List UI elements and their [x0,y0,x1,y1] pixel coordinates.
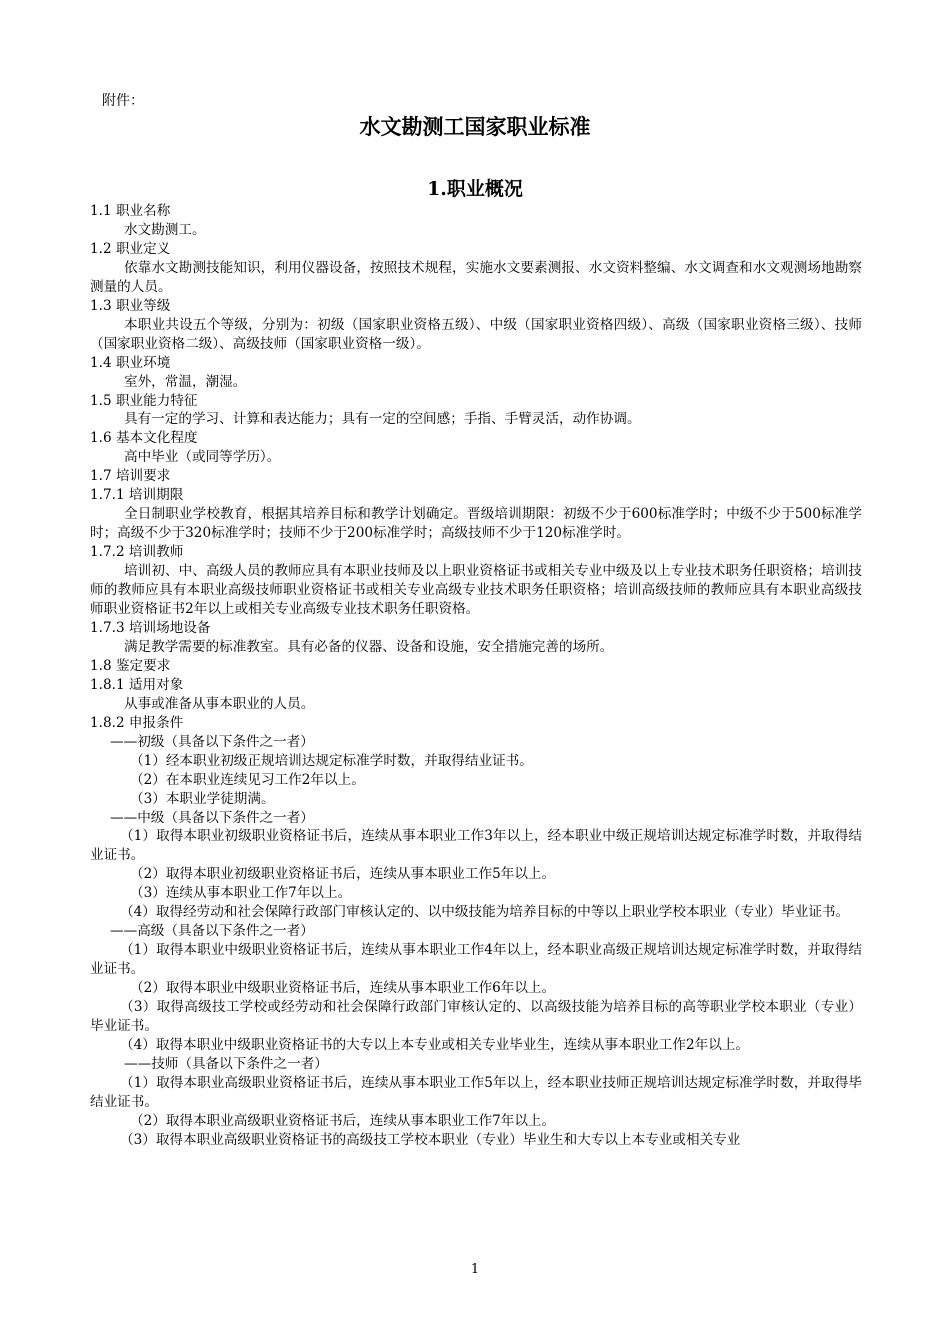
paragraph: （2）取得本职业高级职业资格证书后，连续从事本职业工作7年以上。 [130,1112,556,1129]
section-heading: 1.5 职业能力特征 [90,392,198,409]
paragraph: （1）取得本职业中级职业资格证书后，连续从事本职业工作4年以上，经本职业高级正规培训达规定标准学时数，并取得结业证书。 [90,942,862,978]
paragraph: 满足教学需要的标准教室。具有必备的仪器、设备和设施，安全措施完善的场所。 [124,638,614,655]
paragraph: 培训初、中、高级人员的教师应具有本职业技师及以上职业资格证书或相关专业中级及以上专业技术职务任职资格；培训技师的教师应具有本职业高级技师职业资格证书或相关专业高级专业技术职务任职资格；培训高级技师的教师应具有本职业高级技师职业资格证书2年以上或相关专业高级专业技术职务任职资格。 [90,563,862,618]
paragraph: 高中毕业（或同等学历）。 [124,449,281,466]
section-heading: 1.7 培训要求 [90,468,171,485]
section-heading: 1.8 鉴定要求 [90,657,171,674]
paragraph: （2）取得本职业初级职业资格证书后，连续从事本职业工作5年以上。 [130,866,556,883]
section-heading: 1.8.2 申报条件 [90,714,184,731]
paragraph: ——中级（具备以下条件之一者） [110,809,314,826]
paragraph: 室外，常温，潮湿。 [124,373,247,390]
paragraph: （3）取得高级技工学校或经劳动和社会保障行政部门审核认定的、以高级技能为培养目标的高等职业学校本职业（专业）毕业证书。 [90,999,862,1034]
section-heading: 1.2 职业定义 [90,240,171,257]
paragraph: （1）取得本职业初级职业资格证书后，连续从事本职业工作3年以上，经本职业中级正规培训达规定标准学时数，并取得结业证书。 [90,828,862,864]
paragraph: 依靠水文勘测技能知识，利用仪器设备，按照技术规程，实施水文要素测报、水文资料整编、水文调查和水文观测场地勘察测量的人员。 [90,259,862,295]
paragraph: （3）连续从事本职业工作7年以上。 [130,885,352,902]
paragraph: 水文勘测工。 [124,221,206,238]
paragraph: ——高级（具备以下条件之一者） [110,923,314,940]
section-heading: 1.4 职业环境 [90,354,171,371]
paragraph: （1）取得本职业高级职业资格证书后，连续从事本职业工作5年以上，经本职业技师正规培训达规定标准学时数，并取得毕结业证书。 [90,1074,862,1110]
section-heading: 1.7.3 培训场地设备 [90,619,211,636]
document-body [90,202,862,1150]
section-heading: 1.1 职业名称 [90,203,171,219]
section-heading: 1.6 基本文化程度 [90,430,198,447]
paragraph: （2）在本职业连续见习工作2年以上。 [130,771,365,788]
section-heading: 1.7.1 培训期限 [90,487,184,504]
section-heading: 1.8.1 适用对象 [90,676,184,693]
paragraph: （4）取得本职业中级职业资格证书的大专以上本专业或相关专业毕业生，连续从事本职业工作2年以上。 [120,1036,750,1053]
attachment-label: 附件： [102,93,144,109]
paragraph: 全日制职业学校教育，根据其培养目标和教学计划确定。晋级培训期限：初级不少于600标准学时；中级不少于500标准学时；高级不少于320标准学时；技师不少于200标准学时；高级技师不少于120标准学时。 [90,506,862,542]
paragraph: （3）取得本职业高级职业资格证书的高级技工学校本职业（专业）毕业生和大专以上本专业或相关专业 [120,1131,741,1148]
page-number: 1 [470,1262,480,1277]
paragraph: （2）取得本职业中级职业资格证书后，连续从事本职业工作6年以上。 [130,980,556,997]
paragraph: （3）本职业学徒期满。 [130,790,275,807]
paragraph: （1）经本职业初级正规培训达规定标准学时数，并取得结业证书。 [130,752,533,769]
section-heading: 1.3 职业等级 [90,297,171,314]
section-heading: 1.7.2 培训教师 [90,544,184,561]
section-title: 1.职业概况 [427,178,523,200]
paragraph: 从事或准备从事本职业的人员。 [124,695,315,712]
paragraph: 具有一定的学习、计算和表达能力；具有一定的空间感；手指、手臂灵活，动作协调。 [124,411,641,428]
paragraph: ——初级（具备以下条件之一者） [110,733,314,750]
paragraph: 本职业共设五个等级，分别为：初级（国家职业资格五级）、中级（国家职业资格四级）、高级（国家职业资格三级）、技师（国家职业资格二级）、高级技师（国家职业资格一级）。 [90,316,862,352]
document-title: 水文勘测工国家职业标准 [359,115,591,139]
paragraph: ——技师（具备以下条件之一者） [124,1055,328,1072]
paragraph: （4）取得经劳动和社会保障行政部门审核认定的、以中级技能为培养目标的中等以上职业学校本职业（专业）毕业证书。 [120,904,850,921]
